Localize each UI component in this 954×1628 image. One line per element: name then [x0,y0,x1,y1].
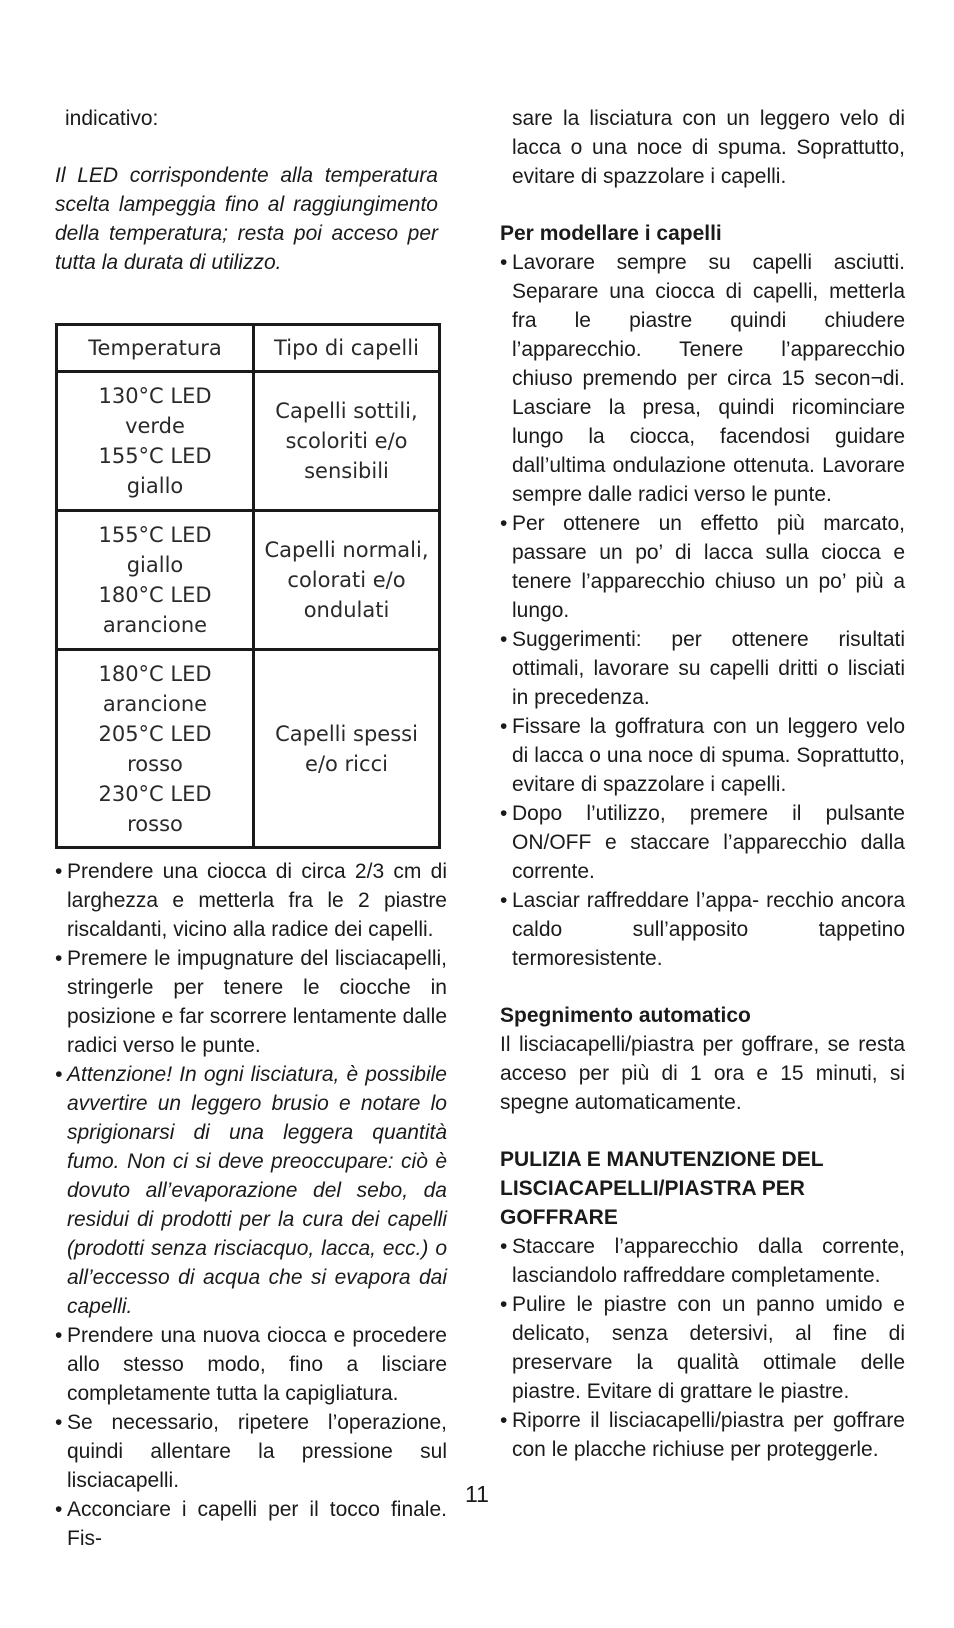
modelling-list [500,248,905,973]
temp-cell: 180°C LED arancione 205°C LED rosso 230°C LED rosso [57,650,254,848]
right-column [500,104,905,1464]
list-item: • Attenzione! In ogni lisciatura, è possibile avvertire un leggero brusio e notare lo sprigionarsi di una leggera quantità fumo. Non ci si deve preoccupare: ciò è dovuto all’evaporazione del sebo, da residui di prodotti per la cura dei capelli (prodotti senza risciacquo, lacca, ecc.) o all’eccesso di acqua che si evapora dai capelli. [55,1060,447,1321]
hair-type-cell: Capelli sottili, scoloriti e/o sensibili [254,372,440,511]
list-item: • Acconciare i capelli per il tocco finale. Fis- [55,1495,447,1553]
list-item: • Fissare la goffratura con un leggero velo di lacca o una noce di spuma. Soprattutto, evitare di spazzolare i capelli. [500,712,905,799]
table-header-row [57,325,440,372]
list-item: • Suggerimenti: per ottenere risultati ottimali, lavorare su capelli dritti o lisciati in precedenza. [500,625,905,712]
section-heading-modelling: Per modellare i capelli [500,222,722,245]
header-hair-type: Tipo di capelli [254,325,440,372]
list-item: • Prendere una nuova ciocca e procedere allo stesso modo, fino a lisciare completamente tutta la capigliatura. [55,1321,447,1408]
list-item: • Staccare l’apparecchio dalla corrente, lasciandolo raffreddare completamente. [500,1232,905,1290]
list-item: • Pulire le piastre con un panno umido e delicato, senza detersivi, al fine di preservare la qualità ottimale delle piastre. Evitare di grattare le piastre. [500,1290,905,1406]
temp-cell: 155°C LED giallo 180°C LED arancione [57,511,254,650]
table-row [57,372,440,511]
list-item: • Premere le impugnature del lisciacapelli, stringerle per tenere le ciocche in posizione e far scorrere lentamente dalle radici verso le punte. [55,944,447,1060]
intro-text: indicativo: [65,107,159,130]
led-note: Il LED corrispondente alla temperatura scelta lampeggia fino al raggiungimento della temperatura; resta poi acceso per tutta la durata di utilizzo. [55,164,438,274]
hair-type-cell: Capelli normali, colorati e/o ondulati [254,511,440,650]
header-temperature: Temperatura [57,325,254,372]
page-number: 11 [465,1481,489,1507]
cleaning-list [500,1232,905,1464]
left-bullets-block [55,857,447,1553]
table-row [57,511,440,650]
list-item: • Lavorare sempre su capelli asciutti. Separare una ciocca di capelli, metterla fra le piastre quindi chiudere l’apparecchio. Tenere l’apparecchio chiuso premendo per circa 15 secon¬di. Lasciare la presa, quindi ricominciare lungo la ciocca, facendosi guidare dall’ultima ondulazione ottenuta. Lavorare sempre dalle radici verso le punte. [500,248,905,509]
table-row [57,650,440,848]
continuation-text: sare la lisciatura con un leggero velo di lacca o una noce di spuma. Soprattutto, evitare di spazzolare i capelli. [512,107,905,188]
temp-cell: 130°C LED verde 155°C LED giallo [57,372,254,511]
hair-type-cell: Capelli spessi e/o ricci [254,650,440,848]
auto-off-text: Il lisciacapelli/piastra per goffrare, se resta acceso per più di 1 ora e 15 minuti, si spegne automaticamente. [500,1033,905,1114]
list-item: • Per ottenere un effetto più marcato, passare un po’ di lacca sulla ciocca e tenere l’apparecchio chiuso un po’ più a lungo. [500,509,905,625]
list-item: • Riporre il lisciacapelli/piastra per goffrare con le placche richiuse per proteggerle. [500,1406,905,1464]
list-item: • Dopo l’utilizzo, premere il pulsante ON/OFF e staccare l’apparecchio dalla corrente. [500,799,905,886]
temperature-table [55,323,441,849]
list-item: • Prendere una ciocca di circa 2/3 cm di larghezza e metterla fra le 2 piastre riscaldanti, vicino alla radice dei capelli. [55,857,447,944]
list-item: • Lasciar raffreddare l’appa- recchio ancora caldo sull’apposito tappetino termoresistente. [500,886,905,973]
section-heading-cleaning: PULIZIA E MANUTENZIONE DEL LISCIACAPELLI/PIASTRA PER GOFFRARE [500,1148,824,1229]
list-item: • Se necessario, ripetere l’operazione, quindi allentare la pressione sul lisciacapelli. [55,1408,447,1495]
section-heading-auto-off: Spegnimento automatico [500,1004,751,1027]
instructions-list [55,857,447,1553]
